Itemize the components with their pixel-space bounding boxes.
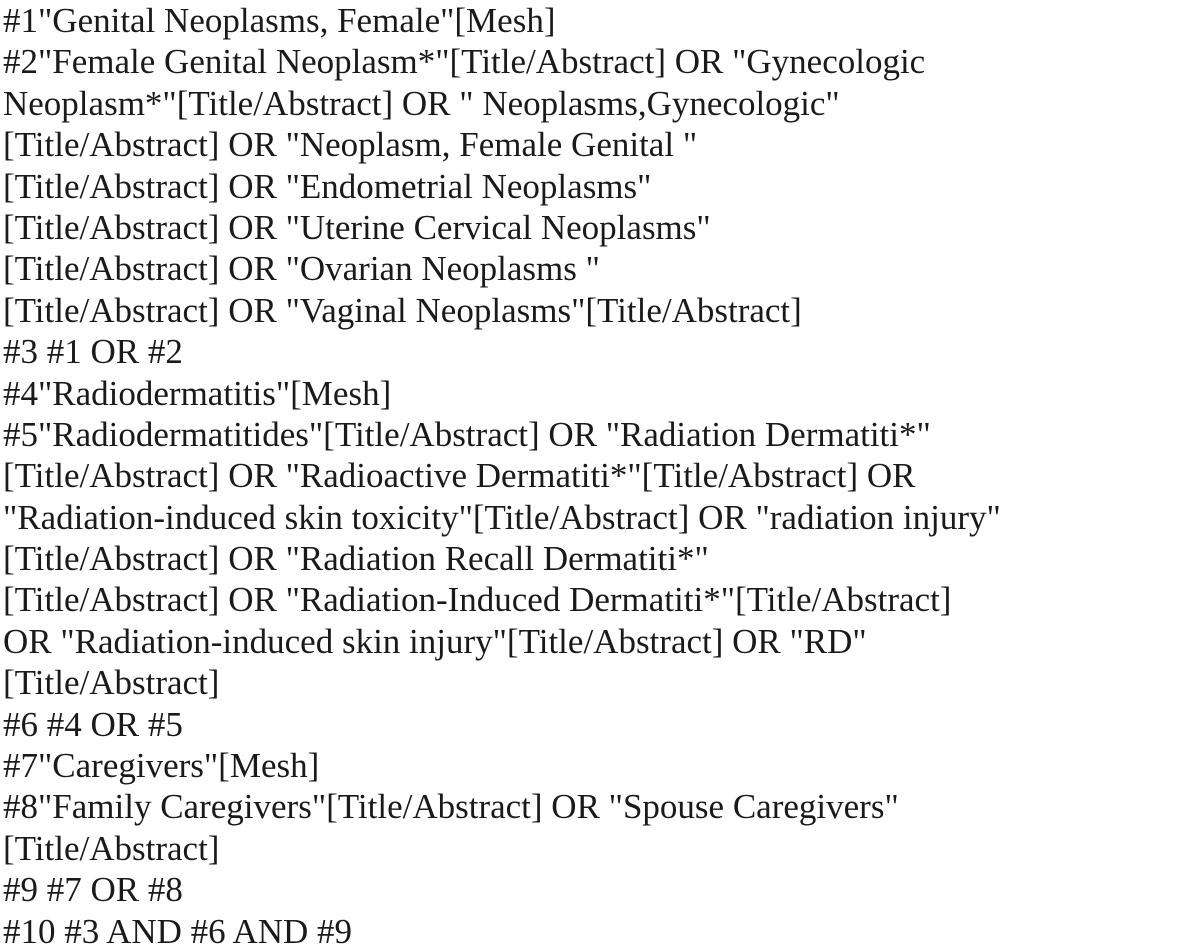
text-line: #10 #3 AND #6 AND #9 — [3, 911, 353, 951]
text-line: [Title/Abstract] — [3, 663, 220, 703]
text-line: [Title/Abstract] OR "Radioactive Dermatiti*"[Title/Abstract] OR — [3, 456, 916, 496]
text-line: [Title/Abstract] OR "Radiation-Induced Dermatiti*"[Title/Abstract] — [3, 580, 952, 620]
text-line: #8"Family Caregivers"[Title/Abstract] OR "Spouse Caregivers" — [3, 787, 899, 827]
text-line: #5"Radiodermatitides"[Title/Abstract] OR "Radiation Dermatiti*" — [3, 414, 931, 454]
text-line: #7"Caregivers"[Mesh] — [3, 746, 320, 786]
text-line: #1"Genital Neoplasms, Female"[Mesh] — [3, 1, 556, 40]
text-line: [Title/Abstract] OR "Radiation Recall Dermatiti*" — [3, 539, 709, 579]
text-line: #9 #7 OR #8 — [3, 870, 183, 910]
text-line: #2"Female Genital Neoplasm*"[Title/Abstract] OR "Gynecologic — [3, 42, 926, 82]
text-line: "Radiation-induced skin toxicity"[Title/Abstract] OR "radiation injury" — [3, 497, 1001, 537]
text-line: OR "Radiation-induced skin injury"[Title/Abstract] OR "RD" — [3, 621, 867, 661]
text-line: [Title/Abstract] OR "Vaginal Neoplasms"[Title/Abstract] — [3, 290, 802, 330]
text-line: [Title/Abstract] — [3, 828, 220, 868]
text-line: [Title/Abstract] OR "Endometrial Neoplasms" — [3, 166, 652, 206]
text-line: #3 #1 OR #2 — [3, 332, 183, 372]
text-line: [Title/Abstract] OR "Ovarian Neoplasms " — [3, 249, 600, 289]
text-line: #4"Radiodermatitis"[Mesh] — [3, 373, 392, 413]
text-line: #6 #4 OR #5 — [3, 704, 183, 744]
text-line: Neoplasm*"[Title/Abstract] OR " Neoplasms,Gynecologic" — [3, 83, 840, 123]
text-line: [Title/Abstract] OR "Neoplasm, Female Genital " — [3, 125, 698, 165]
text-line: [Title/Abstract] OR "Uterine Cervical Neoplasms" — [3, 207, 711, 247]
